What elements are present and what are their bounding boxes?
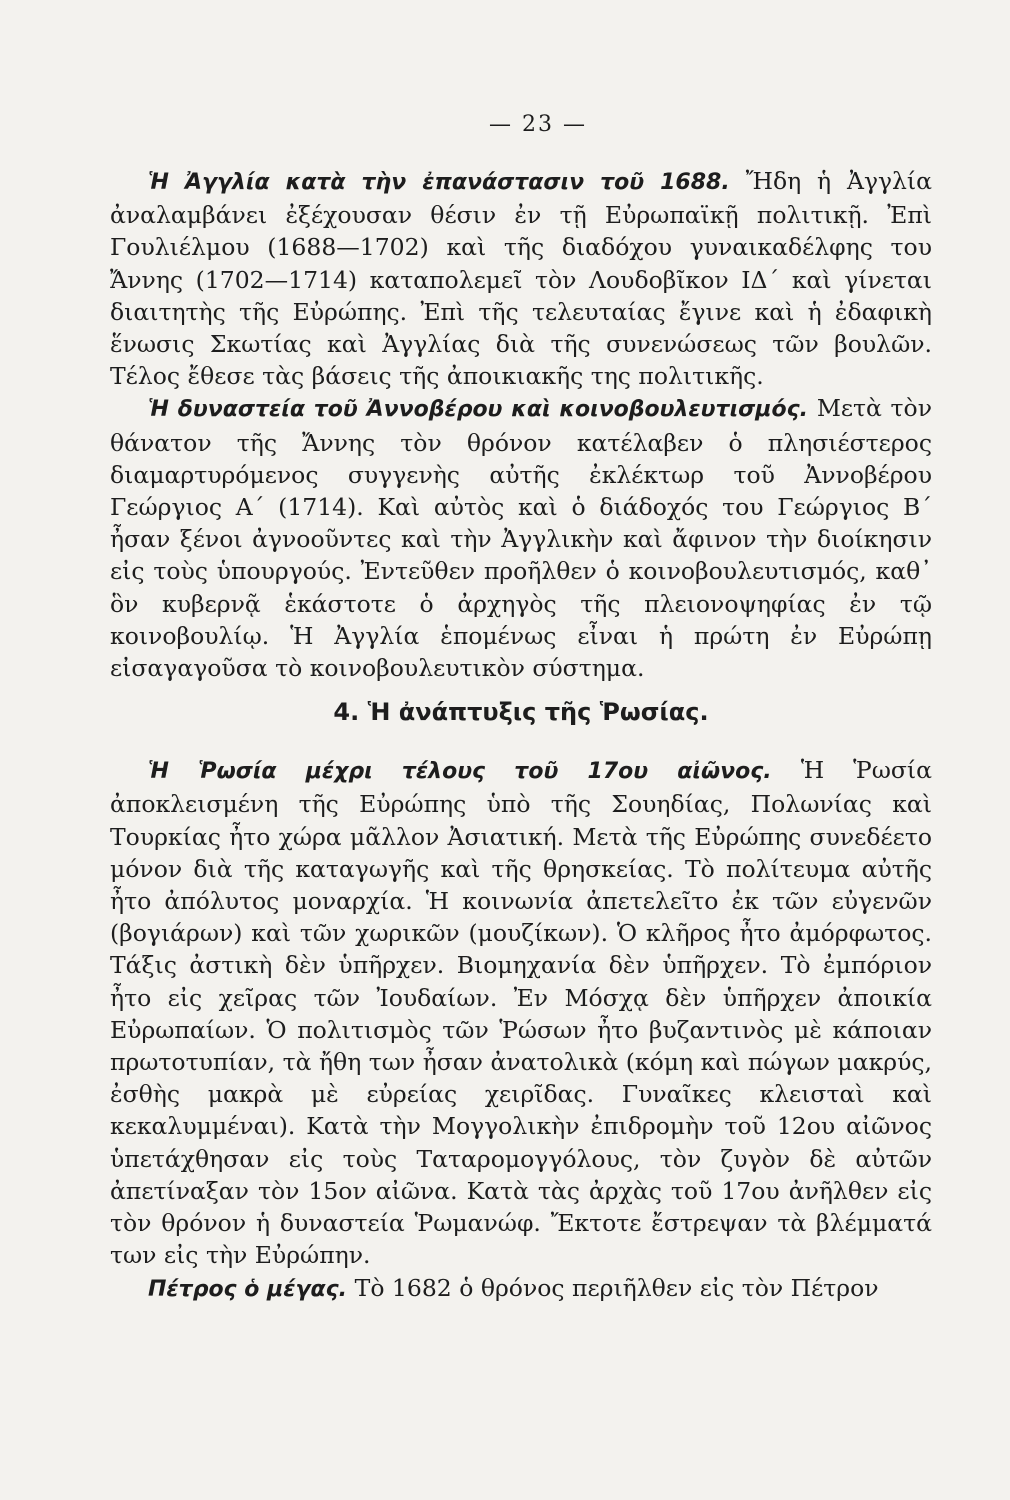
text-peter-the-great: Τὸ 1682 ὁ θρόνος περιῆλθεν εἰς τὸν Πέτρον (354, 1273, 879, 1302)
paragraph-hanover-dynasty (110, 392, 932, 684)
paragraph-peter-the-great (110, 1272, 932, 1306)
heading-hanover-dynasty: Ἡ δυναστεία τοῦ Ἀννοβέρου καὶ κοινοβουλευτισμός. (148, 397, 817, 423)
paragraph-russia-17th-century (110, 754, 932, 1271)
paragraph-england-1688 (110, 165, 932, 392)
heading-england-1688: Ἡ Ἀγγλία κατὰ τὴν ἐπανάστασιν τοῦ 1688. (148, 170, 746, 195)
page-number: — 23 — (489, 112, 587, 137)
section-title-russia: 4. Ἡ ἀνάπτυξις τῆς Ῥωσίας. (333, 698, 709, 727)
text-hanover-dynasty: Μετὰ τὸν θάνατον τῆς Ἄννης τὸν θρόνον κατέλαβεν ὁ πλησιέστερος διαμαρτυρόμενος συγγενὴς αὐτῆς ἐκλέκτωρ τοῦ Ἀννοβέρου Γεώργιος Α´ (1714). Καὶ αὐτὸς καὶ ὁ διάδοχός του Γεώργιος Β´ ἦσαν ξένοι ἀγνοοῦντες καὶ τὴν Ἀγγλικὴν καὶ ἄφινον τὴν διοίκησιν εἰς τοὺς ὑπουργούς. Ἐντεῦθεν προῆλθεν ὁ κοινοβουλευτισμός, καθ᾽ ὃν κυβερνᾷ ἑκάστοτε ὁ ἀρχηγὸς τῆς πλειονοψηφίας ἐν τῷ κοινοβουλίῳ. Ἡ Ἀγγλία ἑπομένως εἶναι ἡ πρώτη ἐν Εὐρώπῃ εἰσαγαγοῦσα τὸ κοινοβουλευτικὸν σύστημα. (110, 394, 932, 683)
heading-russia-17th-century: Ἡ Ῥωσία μέχρι τέλους τοῦ 17ου αἰῶνος. (148, 759, 801, 785)
text-russia-17th-century: Ἡ Ῥωσία ἀποκλεισμένη τῆς Εὐρώπης ὑπὸ τῆς Σουηδίας, Πολωνίας καὶ Τουρκίας ἦτο χώρα μᾶλλον Ἀσιατική. Μετὰ τῆς Εὐρώπης συνεδέετο μόνον διὰ τῆς καταγωγῆς καὶ τῆς θρησκείας. Τὸ πολίτευμα αὐτῆς ἦτο ἀπόλυτος μοναρχία. Ἡ κοινωνία ἀπετελεῖτο ἐκ τῶν εὐγενῶν (βογιάρων) καὶ τῶν χωρικῶν (μουζίκων). Ὁ κλῆρος ἦτο ἀμόρφωτος. Τάξις ἀστικὴ δὲν ὑπῆρχεν. Βιομηχανία δὲν ὑπῆρχεν. Τὸ ἐμπόριον ἦτο εἰς χεῖρας τῶν Ἰουδαίων. Ἐν Μόσχᾳ δὲν ὑπῆρχεν ἀποικία Εὐρωπαίων. Ὁ πολιτισμὸς τῶν Ῥώσων ἦτο βυζαντινὸς μὲ κάποιαν πρωτοτυπίαν, τὰ ἤθη των ἦσαν ἀνατολικὰ (κόμη καὶ πώγων μακρύς, ἐσθὴς μακρὰ μὲ εὐρείας χειρῖδας. Γυναῖκες κλεισταὶ καὶ κεκαλυμμέναι). Κατὰ τὴν Μογγολικὴν ἐπιδρομὴν τοῦ 12ου αἰῶνος ὑπετάχθησαν εἰς τοὺς Ταταρομογγόλους, τὸν ζυγὸν δὲ αὐτῶν ἀπετίναξαν τὸν 15ον αἰῶνα. Κατὰ τὰς ἀρχὰς τοῦ 17ου ἀνῆλθεν εἰς τὸν θρόνον ἡ δυναστεία Ῥωμανώφ. Ἔκτοτε ἔστρεψαν τὰ βλέμματά των εἰς τὴν Εὐρώπην. (110, 756, 932, 1270)
text-england-1688: Ἤδη ἡ Ἀγγλία ἀναλαμβάνει ἐξέχουσαν θέσιν ἐν τῇ Εὐρωπαϊκῇ πολιτικῇ. Ἐπὶ Γουλιέλμου (1688—1702) καὶ τῆς διαδόχου γυναικαδέλφης του Ἄννης (1702—1714) καταπολεμεῖ τὸν Λουδοβῖκον ΙΔ´ καὶ γίνεται διαιτητὴς τῆς Εὐρώπης. Ἐπὶ τῆς τελευταίας ἔγινε καὶ ἡ ἐδαφικὴ ἕνωσις Σκωτίας καὶ Ἀγγλίας διὰ τῆς συνενώσεως τῶν βουλῶν. Τέλος ἔθεσε τὰς βάσεις τῆς ἀποικιακῆς της πολιτικῆς. (110, 167, 933, 391)
heading-peter-the-great: Πέτρος ὁ μέγας. (148, 1276, 355, 1302)
